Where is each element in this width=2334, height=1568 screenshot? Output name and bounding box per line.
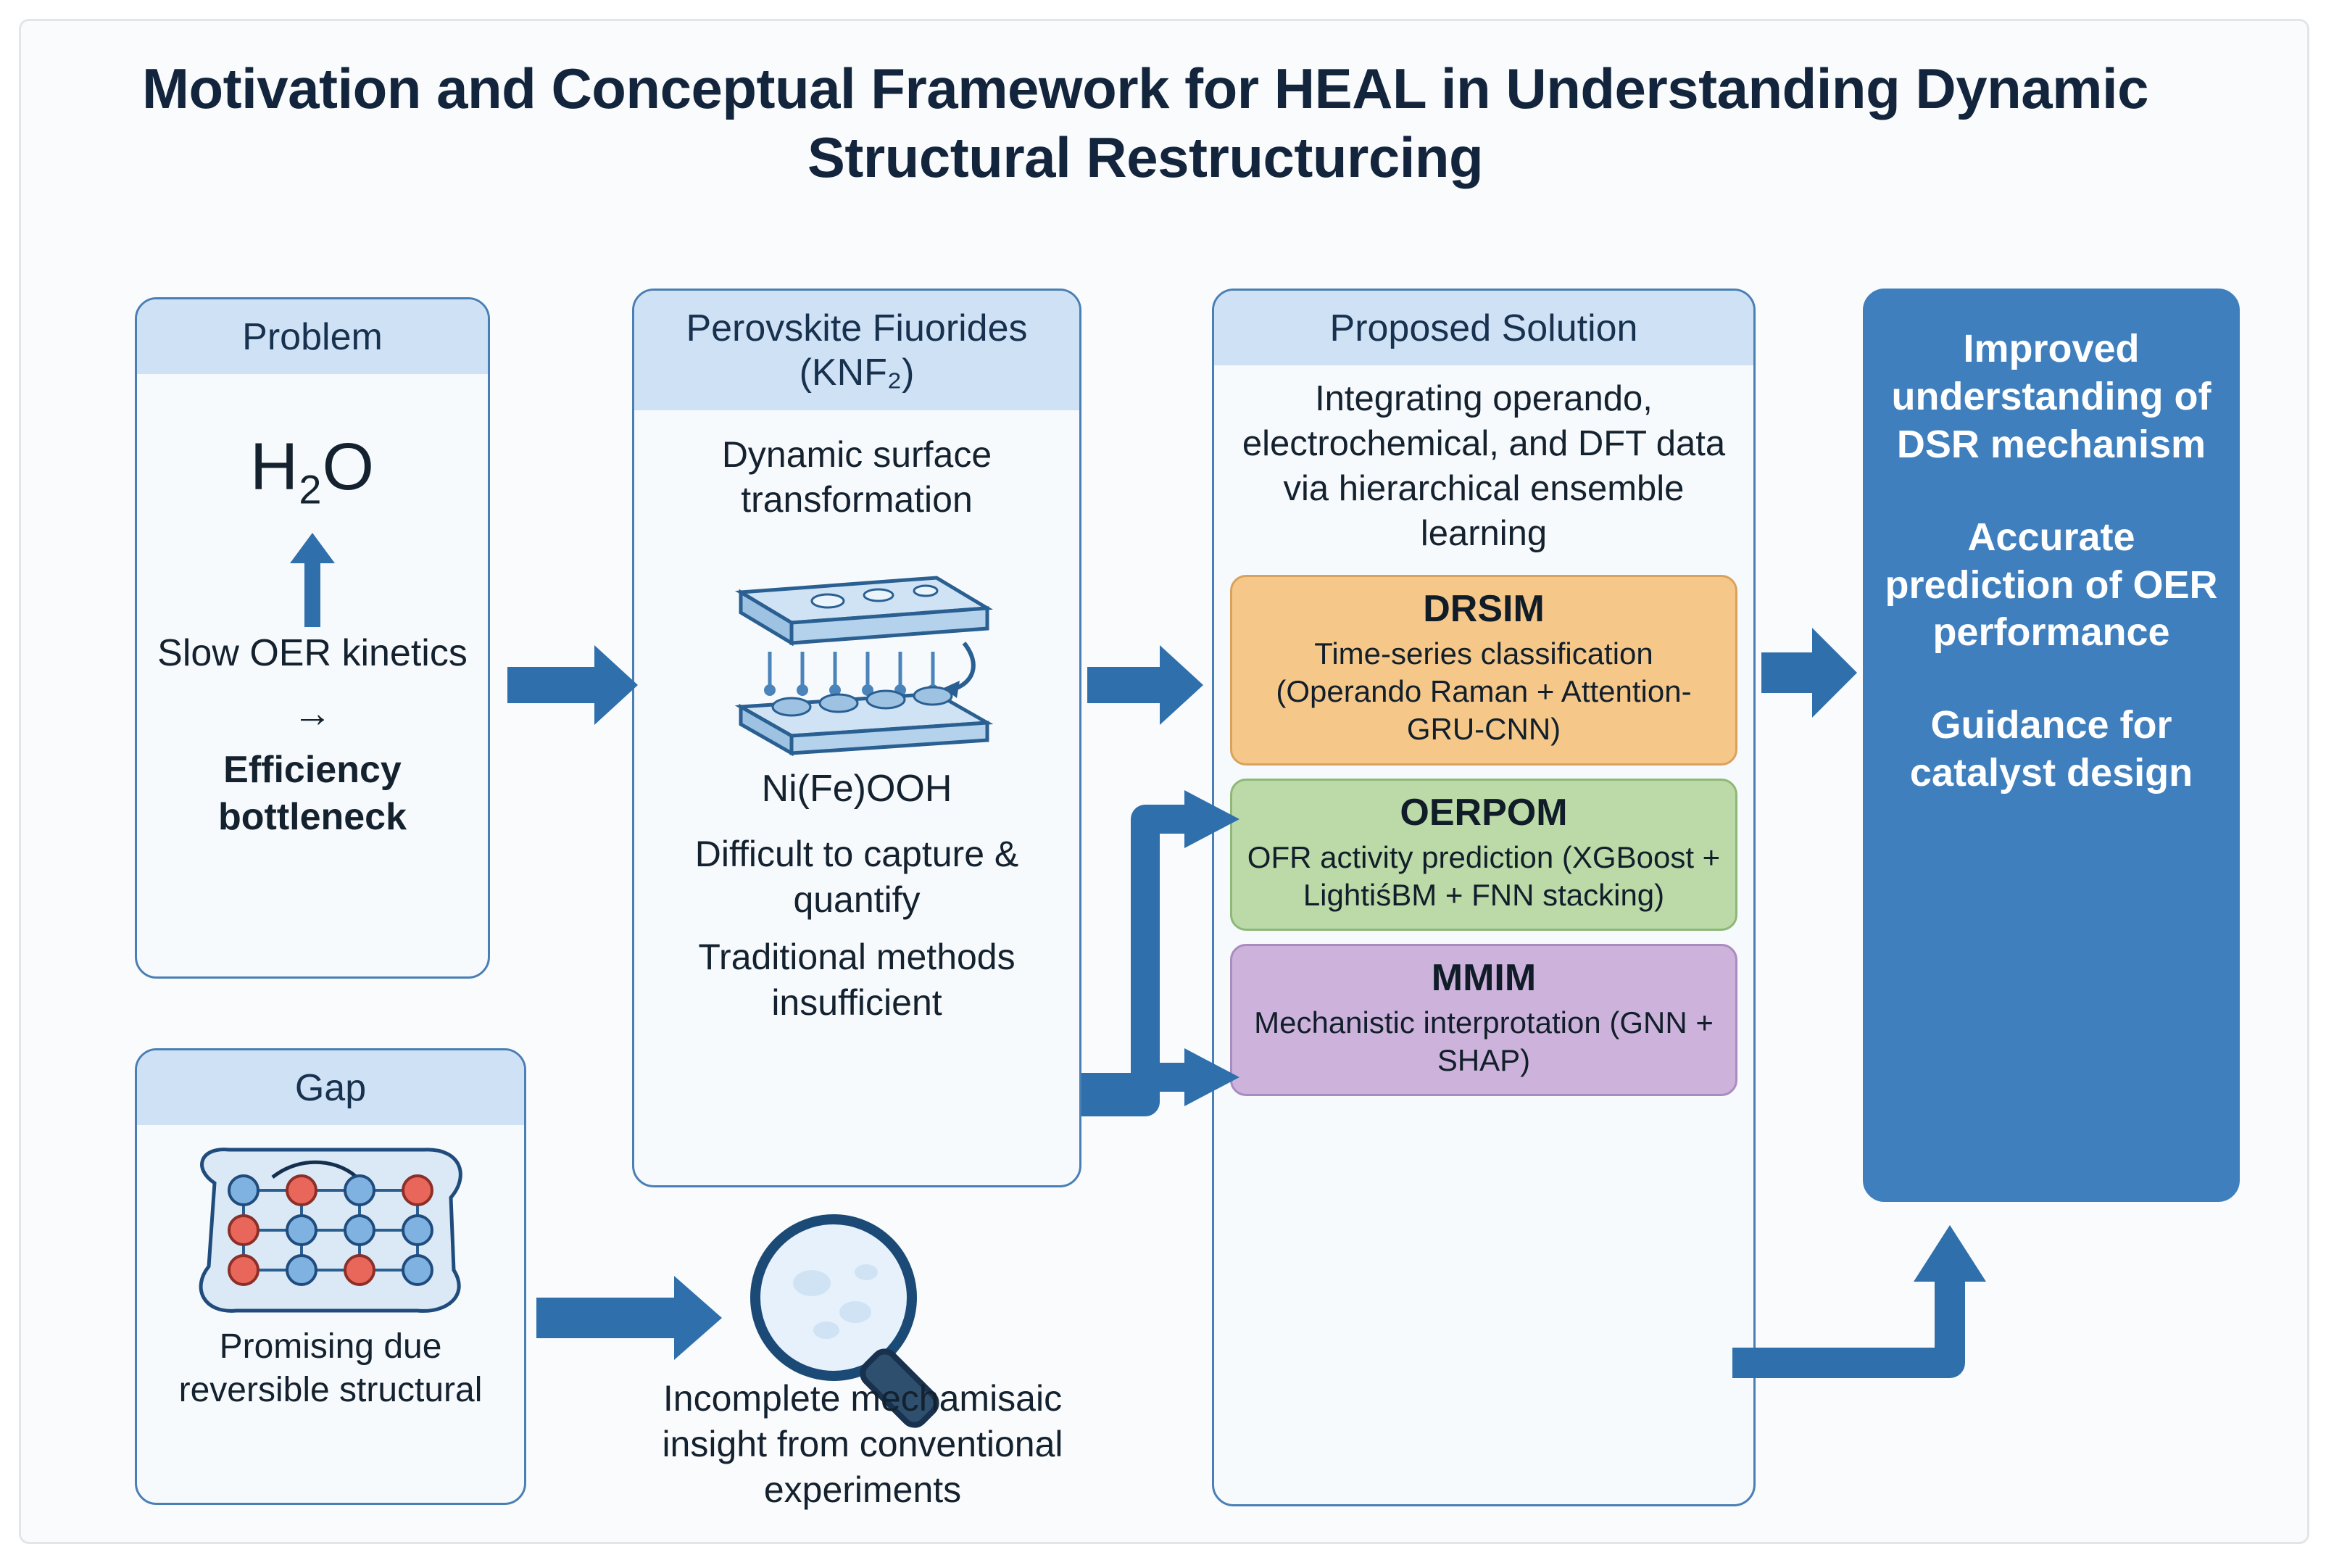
problem-header: Problem <box>137 299 488 374</box>
mmim-title: MMIM <box>1431 956 1537 999</box>
oerpom-desc: OFR activity prediction (XGBoost + LightiśBM + FNN stacking) <box>1247 839 1721 912</box>
water-formula <box>153 425 472 515</box>
difficult-capture-text: Difficult to capture & quantify <box>694 834 1019 921</box>
perovskite-body <box>634 410 1079 1051</box>
solution-card <box>1212 289 1756 1506</box>
water-formula-h: H <box>249 430 299 505</box>
gap-header: Gap <box>137 1050 524 1125</box>
perovskite-card <box>632 289 1081 1187</box>
outcome-item-0: Improved understanding of DSR mechanism <box>1891 327 2212 466</box>
water-formula-o: O <box>322 430 375 505</box>
model-card-drsim <box>1230 575 1737 765</box>
model-card-oerpom <box>1230 779 1737 931</box>
water-formula-sub: 2 <box>299 466 323 513</box>
gap-card <box>135 1048 526 1505</box>
right-arrow-icon: → <box>293 692 332 736</box>
page-title: Motivation and Conceptual Framework for HEAL in Understanding Dynamic Structural Restructurcing <box>141 57 2149 190</box>
surface-transformation-icon <box>697 542 1016 759</box>
perovskite-header: Perovskite Fiuorides (KNF₂) <box>634 291 1079 410</box>
dynamic-surface-text: Dynamic surface transformation <box>721 434 992 520</box>
traditional-methods-text: Traditional methods insufficient <box>698 937 1016 1024</box>
problem-body <box>137 374 488 853</box>
crystal-lattice-icon <box>186 1140 475 1321</box>
drsim-title: DRSIM <box>1423 588 1545 631</box>
solution-intro-text: Integrating operando, electrochemical, and DFT data via hierarchical ensemble learning <box>1242 379 1726 553</box>
outcome-item-1: Accurate prediction of OER performance <box>1885 515 2218 655</box>
magnifier-caption: Incomplete mechamisaic insight from conventional experiments <box>662 1378 1063 1510</box>
model-card-mmim <box>1230 944 1737 1096</box>
efficiency-bottleneck-text: Efficiency bottleneck <box>217 748 407 838</box>
oerpom-title: OERPOM <box>1400 791 1568 834</box>
outcome-card <box>1863 289 2240 1202</box>
slow-oer-text: Slow OER kinetics <box>157 632 468 675</box>
drsim-desc: Time-series classification (Operando Raman + Attention-GRU-CNN) <box>1276 636 1692 747</box>
outcome-item-2: Guidance for catalyst design <box>1909 703 2193 795</box>
mmim-desc: Mechanistic interprotation (GNN + SHAP) <box>1254 1005 1714 1077</box>
nifeooh-formula: Ni(Fe)OOH <box>761 767 952 810</box>
gap-body <box>137 1125 524 1424</box>
solution-header: Proposed Solution <box>1214 291 1753 365</box>
problem-card <box>135 297 490 979</box>
gap-caption: Promising due reversible structural <box>178 1327 483 1409</box>
